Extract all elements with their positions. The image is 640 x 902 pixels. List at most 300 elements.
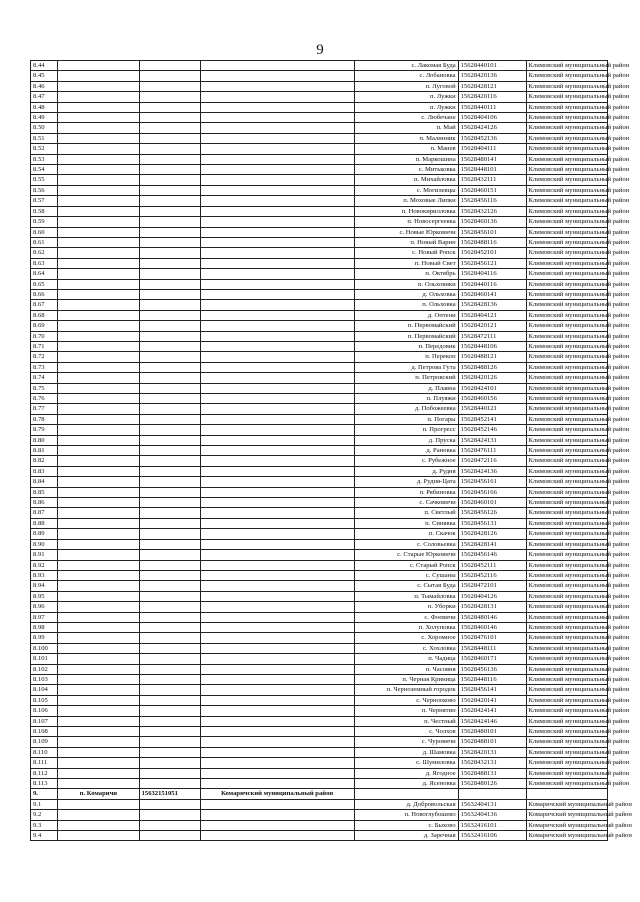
- district-name: Климовский муниципальный район: [526, 529, 608, 539]
- row-number: 9.2: [31, 810, 58, 820]
- settlement-name: п. Холуповка: [354, 622, 458, 632]
- district-name: Климовский муниципальный район: [526, 352, 608, 362]
- group-name: [58, 258, 139, 268]
- table-row: [31, 518, 608, 528]
- group-code: [139, 810, 200, 820]
- group-name: [58, 341, 139, 351]
- district-name: Климовский муниципальный район: [526, 612, 608, 622]
- oktmo-code: 15628488101: [458, 737, 526, 747]
- row-number: 8.83: [31, 466, 58, 476]
- group-area: [200, 185, 354, 195]
- settlement-name: п. Новый Свет: [354, 258, 458, 268]
- group-name: [58, 477, 139, 487]
- row-number: 8.98: [31, 622, 58, 632]
- group-code: [139, 269, 200, 279]
- table-row: [31, 622, 608, 632]
- row-number: 8.59: [31, 217, 58, 227]
- table-row: [31, 550, 608, 560]
- row-number: 8.92: [31, 560, 58, 570]
- district-name: Климовский муниципальный район: [526, 237, 608, 247]
- settlement-name: с. Митьковка: [354, 165, 458, 175]
- settlement-name: д. Рудня-Цата: [354, 477, 458, 487]
- district-name: Климовский муниципальный район: [526, 674, 608, 684]
- group-code: [139, 227, 200, 237]
- row-number: 8.70: [31, 331, 58, 341]
- group-area: [200, 435, 354, 445]
- group-area: [200, 133, 354, 143]
- settlement-name: д. Шамовка: [354, 747, 458, 757]
- group-code: [139, 404, 200, 414]
- group-code: [139, 352, 200, 362]
- table-row: [31, 820, 608, 830]
- group-code: [139, 394, 200, 404]
- district-name: Комаричский муниципальный район: [526, 820, 608, 830]
- group-area: [200, 258, 354, 268]
- district-name: Климовский муниципальный район: [526, 123, 608, 133]
- group-name: п. Комаричи: [58, 789, 139, 799]
- row-number: 8.95: [31, 591, 58, 601]
- group-area: [200, 373, 354, 383]
- oktmo-code: 15628440101: [458, 61, 526, 71]
- group-area: [200, 81, 354, 91]
- row-number: 8.105: [31, 695, 58, 705]
- settlement-name: с. Лакомая Буда: [354, 61, 458, 71]
- settlement-name: с. Хохловка: [354, 643, 458, 653]
- group-code: [139, 664, 200, 674]
- district-name: Климовский муниципальный район: [526, 685, 608, 695]
- oktmo-code: 15628460141: [458, 289, 526, 299]
- table-row: [31, 570, 608, 580]
- district-name: Климовский муниципальный район: [526, 61, 608, 71]
- group-code: [139, 102, 200, 112]
- table-row: [31, 227, 608, 237]
- group-area: [200, 165, 354, 175]
- district-name: Климовский муниципальный район: [526, 498, 608, 508]
- table-row: [31, 466, 608, 476]
- district-name: [526, 789, 608, 799]
- settlement-name: с. Чернооково: [354, 695, 458, 705]
- group-name: [58, 643, 139, 653]
- table-row: [31, 154, 608, 164]
- settlement-name: п. Ольховка: [354, 300, 458, 310]
- district-name: Комаричский муниципальный район: [526, 810, 608, 820]
- group-code: [139, 768, 200, 778]
- table-row: [31, 487, 608, 497]
- group-name: [58, 518, 139, 528]
- district-name: Климовский муниципальный район: [526, 539, 608, 549]
- group-area: [200, 446, 354, 456]
- district-name: Климовский муниципальный район: [526, 435, 608, 445]
- group-code: [139, 747, 200, 757]
- group-name: [58, 269, 139, 279]
- settlement-name: с. Сачковичи: [354, 498, 458, 508]
- table-row: [31, 779, 608, 789]
- table-row: [31, 310, 608, 320]
- settlement-name: п. Черноземный городок: [354, 685, 458, 695]
- group-area: [200, 664, 354, 674]
- table-row: [31, 144, 608, 154]
- district-name: Климовский муниципальный район: [526, 289, 608, 299]
- district-name: Климовский муниципальный район: [526, 779, 608, 789]
- settlement-name: с. Новые Юрковичи: [354, 227, 458, 237]
- table-row: [31, 133, 608, 143]
- district-name: Климовский муниципальный район: [526, 591, 608, 601]
- settlement-name: п. Маркошина: [354, 154, 458, 164]
- group-area: [200, 654, 354, 664]
- group-name: [58, 289, 139, 299]
- group-name: [58, 227, 139, 237]
- row-number: 8.44: [31, 61, 58, 71]
- group-code: [139, 633, 200, 643]
- group-code: [139, 175, 200, 185]
- group-area: [200, 508, 354, 518]
- table-row: [31, 383, 608, 393]
- district-name: Климовский муниципальный район: [526, 768, 608, 778]
- group-name: [58, 539, 139, 549]
- row-number: 8.71: [31, 341, 58, 351]
- oktmo-code: 15628472101: [458, 581, 526, 591]
- group-area: [200, 539, 354, 549]
- group-name: [58, 321, 139, 331]
- district-name: Климовский муниципальный район: [526, 456, 608, 466]
- table-row: [31, 446, 608, 456]
- row-number: 8.62: [31, 248, 58, 258]
- oktmo-code: 15632404136: [458, 810, 526, 820]
- row-number: 8.90: [31, 539, 58, 549]
- table-row: [31, 727, 608, 737]
- oktmo-code: 15628420131: [458, 747, 526, 757]
- group-name: [58, 362, 139, 372]
- table-row: [31, 258, 608, 268]
- district-name: Комаричский муниципальный район: [526, 831, 608, 841]
- oktmo-code: 15628424131: [458, 435, 526, 445]
- row-number: 9.: [31, 789, 58, 799]
- group-code: [139, 185, 200, 195]
- oktmo-code: 15628456101: [458, 227, 526, 237]
- oktmo-code: 15628456131: [458, 518, 526, 528]
- oktmo-code: 15628460101: [458, 498, 526, 508]
- group-area: [200, 71, 354, 81]
- group-name: [58, 487, 139, 497]
- settlement-name: д. Рудня: [354, 466, 458, 476]
- group-code: [139, 196, 200, 206]
- group-code: [139, 643, 200, 653]
- group-name: [58, 716, 139, 726]
- district-name: Климовский муниципальный район: [526, 373, 608, 383]
- group-area: [200, 404, 354, 414]
- group-name: [58, 529, 139, 539]
- group-area: [200, 633, 354, 643]
- settlement-name: п. Лужки: [354, 92, 458, 102]
- settlement-name: д. Ягодное: [354, 768, 458, 778]
- district-name: Климовский муниципальный район: [526, 258, 608, 268]
- settlement-name: д. Побожеевка: [354, 404, 458, 414]
- group-area: [200, 352, 354, 362]
- group-area: [200, 685, 354, 695]
- row-number: 8.46: [31, 81, 58, 91]
- table-row: [31, 394, 608, 404]
- row-number: 8.99: [31, 633, 58, 643]
- group-code: [139, 612, 200, 622]
- district-name: Климовский муниципальный район: [526, 508, 608, 518]
- table-row: [31, 643, 608, 653]
- group-code: [139, 237, 200, 247]
- row-number: 8.88: [31, 518, 58, 528]
- settlement-name: с. Лобановка: [354, 71, 458, 81]
- group-name: [58, 664, 139, 674]
- group-code: [139, 81, 200, 91]
- settlement-name: п. Октябрь: [354, 269, 458, 279]
- table-row: [31, 706, 608, 716]
- row-number: 8.81: [31, 446, 58, 456]
- district-name: Климовский муниципальный район: [526, 71, 608, 81]
- oktmo-code: 15628460156: [458, 394, 526, 404]
- group-name: [58, 570, 139, 580]
- table-row: [31, 768, 608, 778]
- row-number: 8.102: [31, 664, 58, 674]
- group-name: [58, 237, 139, 247]
- group-code: [139, 206, 200, 216]
- district-name: Климовский муниципальный район: [526, 144, 608, 154]
- group-name: [58, 591, 139, 601]
- settlement-name: п. Рябиновка: [354, 487, 458, 497]
- settlement-name: п. Светлый: [354, 508, 458, 518]
- group-code: [139, 799, 200, 809]
- oktmo-code: 15628432111: [458, 175, 526, 185]
- row-number: 9.4: [31, 831, 58, 841]
- settlement-name: п. Новосергеевка: [354, 217, 458, 227]
- oktmo-code: 15628404126: [458, 591, 526, 601]
- table-row: [31, 529, 608, 539]
- settlement-name: с. Чолхов: [354, 727, 458, 737]
- group-name: [58, 727, 139, 737]
- settlement-name: п. Лужки: [354, 102, 458, 112]
- table-row: [31, 113, 608, 123]
- oktmo-code: 15628424146: [458, 716, 526, 726]
- group-code: [139, 341, 200, 351]
- oktmo-code: 15628456141: [458, 685, 526, 695]
- table-row: [31, 352, 608, 362]
- table-row: [31, 612, 608, 622]
- settlement-name: с. Новый Ропск: [354, 248, 458, 258]
- district-name: Климовский муниципальный район: [526, 518, 608, 528]
- settlement-name: п. Чадица: [354, 654, 458, 664]
- district-name: Климовский муниципальный район: [526, 737, 608, 747]
- group-area: [200, 643, 354, 653]
- district-name: Климовский муниципальный район: [526, 185, 608, 195]
- group-area: [200, 487, 354, 497]
- group-area: Комаричский муниципальный район: [200, 789, 354, 799]
- row-number: 8.84: [31, 477, 58, 487]
- row-number: 8.68: [31, 310, 58, 320]
- group-name: [58, 352, 139, 362]
- group-name: [58, 706, 139, 716]
- district-name: Климовский муниципальный район: [526, 81, 608, 91]
- district-name: Климовский муниципальный район: [526, 747, 608, 757]
- settlements-table: [30, 60, 632, 841]
- table-row: [31, 664, 608, 674]
- oktmo-code: 15628452136: [458, 133, 526, 143]
- oktmo-code: 15628476101: [458, 633, 526, 643]
- group-name: [58, 581, 139, 591]
- oktmo-code: 15628452111: [458, 560, 526, 570]
- district-name: Климовский муниципальный район: [526, 300, 608, 310]
- settlement-name: п. Май: [354, 123, 458, 133]
- table-row: [31, 425, 608, 435]
- table-row: [31, 799, 608, 809]
- settlement-name: с. Старый Ропск: [354, 560, 458, 570]
- district-name: Климовский муниципальный район: [526, 227, 608, 237]
- oktmo-code: [458, 789, 526, 799]
- group-name: [58, 685, 139, 695]
- row-number: 8.57: [31, 196, 58, 206]
- settlement-name: с. Быхово: [354, 820, 458, 830]
- district-name: Климовский муниципальный район: [526, 706, 608, 716]
- group-name: [58, 602, 139, 612]
- row-number: 8.73: [31, 362, 58, 372]
- table-row: [31, 300, 608, 310]
- district-name: Климовский муниципальный район: [526, 487, 608, 497]
- group-name: [58, 113, 139, 123]
- oktmo-code: 15628460151: [458, 185, 526, 195]
- group-name: [58, 102, 139, 112]
- settlement-name: д. Рановка: [354, 446, 458, 456]
- table-row: [31, 477, 608, 487]
- oktmo-code: 15628440116: [458, 279, 526, 289]
- row-number: 8.79: [31, 425, 58, 435]
- settlement-name: п. Ольховики: [354, 279, 458, 289]
- district-name: Климовский муниципальный район: [526, 341, 608, 351]
- district-name: Климовский муниципальный район: [526, 279, 608, 289]
- group-area: [200, 154, 354, 164]
- group-area: [200, 414, 354, 424]
- table-row: [31, 373, 608, 383]
- row-number: 8.45: [31, 71, 58, 81]
- group-code: [139, 498, 200, 508]
- group-name: [58, 61, 139, 71]
- oktmo-code: 15628488116: [458, 237, 526, 247]
- settlement-name: с. Соловьевка: [354, 539, 458, 549]
- row-number: 8.91: [31, 550, 58, 560]
- row-number: 9.3: [31, 820, 58, 830]
- group-code: [139, 446, 200, 456]
- district-name: Климовский муниципальный район: [526, 154, 608, 164]
- table-row: [31, 196, 608, 206]
- oktmo-code: 15628432126: [458, 206, 526, 216]
- group-code: [139, 92, 200, 102]
- row-number: 8.48: [31, 102, 58, 112]
- group-name: [58, 154, 139, 164]
- district-name: Климовский муниципальный район: [526, 466, 608, 476]
- group-area: [200, 737, 354, 747]
- table-row: [31, 175, 608, 185]
- table-row: [31, 123, 608, 133]
- row-number: 8.93: [31, 570, 58, 580]
- settlement-name: п. Тымайловка: [354, 591, 458, 601]
- settlement-name: п. Новокирилловка: [354, 206, 458, 216]
- district-name: Климовский муниципальный район: [526, 404, 608, 414]
- oktmo-code: 15632416101: [458, 820, 526, 830]
- oktmo-code: 15628428131: [458, 602, 526, 612]
- group-code: [139, 425, 200, 435]
- group-name: [58, 820, 139, 830]
- row-number: 8.76: [31, 394, 58, 404]
- row-number: 8.82: [31, 456, 58, 466]
- table-row: [31, 321, 608, 331]
- group-name: [58, 92, 139, 102]
- group-area: [200, 622, 354, 632]
- group-area: [200, 394, 354, 404]
- settlement-name: с. Любечане: [354, 113, 458, 123]
- group-name: [58, 779, 139, 789]
- group-area: [200, 591, 354, 601]
- row-number: 8.80: [31, 435, 58, 445]
- row-number: 8.51: [31, 133, 58, 143]
- table-row: [31, 331, 608, 341]
- oktmo-code: 15628404116: [458, 269, 526, 279]
- settlement-name: с. Рубежное: [354, 456, 458, 466]
- row-number: 8.56: [31, 185, 58, 195]
- table-row: [31, 185, 608, 195]
- group-area: [200, 518, 354, 528]
- group-code: [139, 383, 200, 393]
- table-row: [31, 404, 608, 414]
- table-row: [31, 456, 608, 466]
- district-name: Климовский муниципальный район: [526, 310, 608, 320]
- oktmo-code: 15628452116: [458, 570, 526, 580]
- group-area: [200, 425, 354, 435]
- table-row: [31, 414, 608, 424]
- group-code: [139, 217, 200, 227]
- group-code: [139, 456, 200, 466]
- table-row: [31, 289, 608, 299]
- settlement-name: п. Луговой: [354, 81, 458, 91]
- district-name: Климовский муниципальный район: [526, 331, 608, 341]
- table-row: [31, 674, 608, 684]
- table-row: [31, 716, 608, 726]
- district-name: Климовский муниципальный район: [526, 414, 608, 424]
- settlement-name: с. Хоромное: [354, 633, 458, 643]
- settlement-name: с. Фоевичи: [354, 612, 458, 622]
- oktmo-code: 15628460171: [458, 654, 526, 664]
- district-name: Климовский муниципальный район: [526, 102, 608, 112]
- group-code: [139, 113, 200, 123]
- group-name: [58, 217, 139, 227]
- row-number: 8.111: [31, 758, 58, 768]
- table-row: [31, 633, 608, 643]
- group-area: [200, 810, 354, 820]
- settlement-name: п. Первомайский: [354, 331, 458, 341]
- row-number: 8.85: [31, 487, 58, 497]
- group-area: [200, 570, 354, 580]
- group-name: [58, 144, 139, 154]
- oktmo-code: 15628420136: [458, 71, 526, 81]
- group-code: [139, 331, 200, 341]
- oktmo-code: 15628428136: [458, 300, 526, 310]
- oktmo-code: 15628456116: [458, 196, 526, 206]
- oktmo-code: 15628448116: [458, 674, 526, 684]
- group-area: [200, 217, 354, 227]
- oktmo-code: 15628460146: [458, 622, 526, 632]
- group-code: [139, 258, 200, 268]
- oktmo-code: 15628420141: [458, 695, 526, 705]
- group-name: [58, 310, 139, 320]
- oktmo-code: 15628452141: [458, 414, 526, 424]
- group-name: [58, 831, 139, 841]
- group-code: [139, 570, 200, 580]
- row-number: 8.67: [31, 300, 58, 310]
- settlement-name: д. Ясеновка: [354, 779, 458, 789]
